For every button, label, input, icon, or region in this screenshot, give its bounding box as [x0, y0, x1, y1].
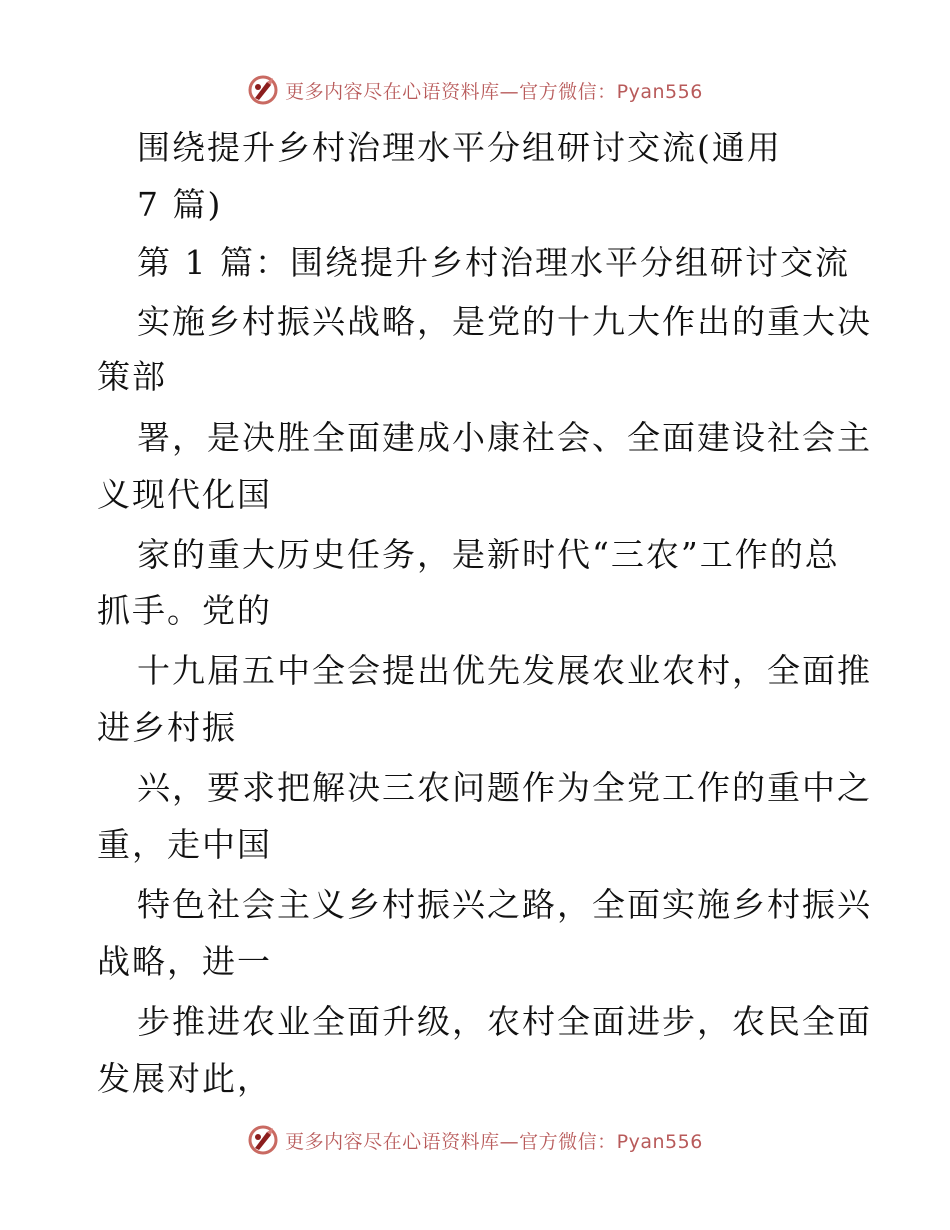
document-title-line-1: 围绕提升乡村治理水平分组研讨交流(通用	[137, 128, 782, 167]
section-heading: 第 1 篇：围绕提升乡村治理水平分组研讨交流	[137, 243, 850, 282]
watermark-separator: —	[499, 80, 520, 103]
paragraph-line: 战略，进一	[97, 942, 272, 981]
quill-logo-icon	[247, 1124, 279, 1156]
paragraph-line: 家的重大历史任务，是新时代“三农”工作的总	[137, 535, 840, 574]
paragraph-line: 兴，要求把解决三农问题作为全党工作的重中之	[137, 768, 872, 807]
watermark-text	[285, 1127, 703, 1154]
paragraph-line: 署，是决胜全面建成小康社会、全面建设社会主	[137, 418, 872, 457]
watermark-brand: 更多内容尽在心语资料库	[285, 80, 500, 103]
watermark-wechat: 官方微信：Pyan556	[519, 80, 703, 103]
footer-watermark	[0, 1120, 950, 1160]
paragraph-line: 实施乡村振兴战略，是党的十九大作出的重大决	[137, 302, 872, 341]
paragraph-line: 十九届五中全会提出优先发展农业农村，全面推	[137, 651, 872, 690]
paragraph-line: 进乡村振	[97, 708, 237, 747]
quill-logo-icon	[247, 74, 279, 106]
watermark-brand: 更多内容尽在心语资料库	[285, 1130, 500, 1153]
paragraph-line: 义现代化国	[97, 475, 272, 514]
watermark-wechat: 官方微信：Pyan556	[519, 1130, 703, 1153]
document-title-line-2: 7 篇)	[137, 185, 223, 224]
paragraph-line: 发展对此，	[97, 1059, 272, 1098]
paragraph-line: 策部	[97, 357, 167, 396]
paragraph-line: 步推进农业全面升级，农村全面进步，农民全面	[137, 1002, 872, 1041]
paragraph-line: 抓手。党的	[97, 591, 272, 630]
paragraph-line: 特色社会主义乡村振兴之路，全面实施乡村振兴	[137, 885, 872, 924]
header-watermark	[0, 70, 950, 110]
watermark-text	[285, 77, 703, 104]
watermark-separator: —	[499, 1130, 520, 1153]
paragraph-line: 重，走中国	[97, 825, 272, 864]
